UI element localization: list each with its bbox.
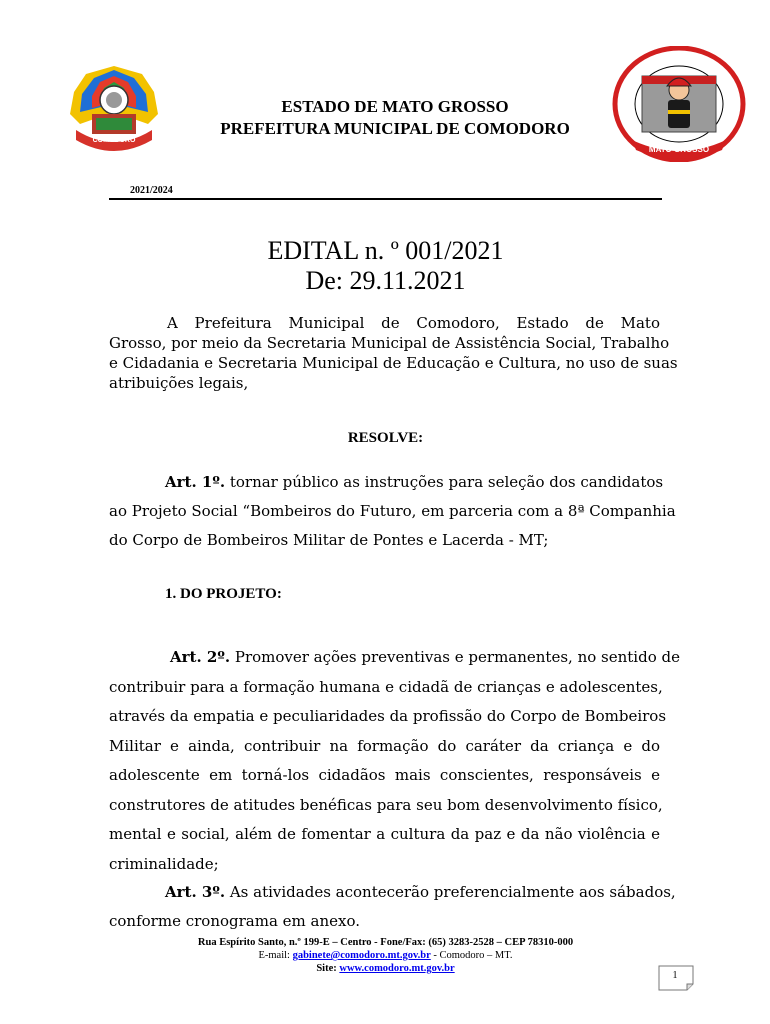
- municipal-coat-of-arms-icon: [66, 62, 162, 158]
- intro-line: e Cidadania e Secretaria Municipal de Educação e Cultura, no uso de suas: [109, 354, 678, 372]
- resolve-heading: RESOLVE:: [347, 430, 424, 446]
- intro-paragraph: [109, 313, 678, 393]
- article-text: construtores de atitudes benéficas para seu bom desenvolvimento físico,: [109, 795, 663, 814]
- email-link[interactable]: gabinete@comodoro.mt.gov.br: [292, 950, 431, 961]
- document-title: [109, 236, 662, 296]
- logo-right-bottom-text: MATO GROSSO: [648, 145, 710, 154]
- intro-line: A Prefeitura Municipal de Comodoro, Estado de Mato: [167, 314, 660, 332]
- article-2: [109, 643, 680, 879]
- article-3: [109, 878, 676, 936]
- intro-line: atribuições legais,: [109, 374, 249, 392]
- footer-contact: [109, 949, 662, 962]
- edital-number: EDITAL n. º 001/2021: [267, 236, 504, 265]
- article-text: adolescente em torná-los cidadãos mais conscientes, responsáveis e: [109, 766, 660, 784]
- intro-line: Grosso, por meio da Secretaria Municipal de Assistência Social, Trabalho: [109, 334, 670, 352]
- site-link[interactable]: www.comodoro.mt.gov.br: [339, 963, 455, 974]
- bombeiros-do-futuro-emblem-icon: [612, 46, 746, 162]
- state-name: ESTADO DE MATO GROSSO: [281, 97, 509, 116]
- site-label: Site:: [316, 963, 340, 974]
- article-label: Art. 2º.: [170, 648, 231, 666]
- header-title: [180, 96, 610, 140]
- email-prefix: E-mail:: [258, 950, 293, 961]
- section-heading: 1. DO PROJETO:: [165, 586, 282, 602]
- article-text: As atividades acontecerão preferencialmente aos sábados,: [225, 883, 676, 901]
- article-text: ao Projeto Social “Bombeiros do Futuro, em parceria com a 8ª Companhia: [109, 502, 676, 520]
- article-text: Militar e ainda, contribuir na formação do caráter da criança e do: [109, 736, 660, 755]
- article-text: através da empatia e peculiaridades da profissão do Corpo de Bombeiros: [109, 707, 667, 725]
- article-text: conforme cronograma em anexo.: [109, 912, 361, 930]
- page-number: 1: [672, 970, 678, 981]
- article-label: Art. 1º.: [165, 473, 226, 491]
- prefecture-name: PREFEITURA MUNICIPAL DE COMODORO: [220, 119, 570, 138]
- footer-site: [109, 962, 662, 975]
- term-label: 2021/2024: [130, 185, 173, 196]
- email-suffix: - Comodoro – MT.: [430, 950, 513, 961]
- header-divider: [109, 198, 662, 200]
- footer-address: Rua Espírito Santo, n.º 199-E – Centro - Fone/Fax: (65) 3283-2528 – CEP 78310-000: [197, 937, 574, 948]
- article-text: tornar público as instruções para seleção dos candidatos: [225, 473, 664, 491]
- article-1: [109, 468, 676, 555]
- article-text: mental e social, além de fomentar a cultura da paz e da não violência e: [109, 825, 660, 843]
- logo-left-text: COMODORO: [92, 137, 136, 144]
- article-label: Art. 3º.: [165, 883, 226, 901]
- edital-date: De: 29.11.2021: [305, 266, 466, 295]
- article-text: do Corpo de Bombeiros Militar de Pontes e Lacerda - MT;: [109, 531, 549, 549]
- article-text: criminalidade;: [109, 854, 219, 873]
- article-text: Promover ações preventivas e permanentes, no sentido de: [230, 648, 680, 666]
- article-text: contribuir para a formação humana e cidadã de crianças e adolescentes,: [109, 677, 663, 696]
